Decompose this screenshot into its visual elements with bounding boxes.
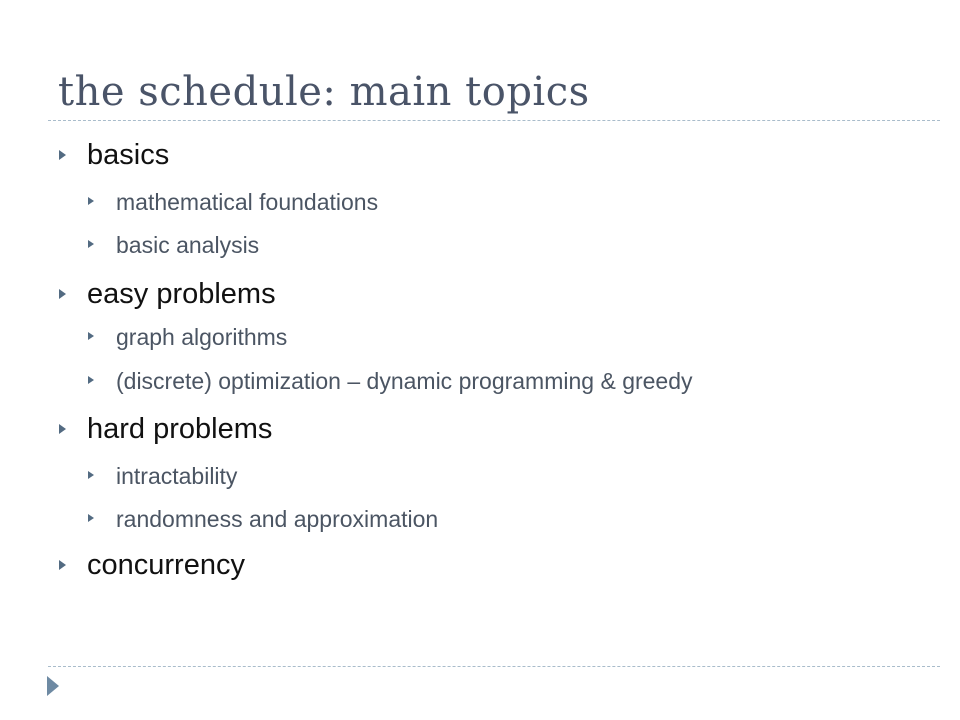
topic-label: concurrency: [87, 549, 245, 581]
subtopic-item: [116, 461, 237, 491]
bullet-triangle-icon: [88, 197, 94, 205]
subtopic-label: randomness and approximation: [116, 506, 439, 532]
footer-divider: [48, 666, 940, 667]
subtopic-label: basic analysis: [116, 232, 260, 258]
slide-title: the schedule: main topics: [58, 69, 590, 115]
subtopic-item: [116, 322, 287, 352]
bullet-triangle-icon: [59, 560, 66, 570]
topic-label: basics: [87, 139, 170, 171]
subtopic-item: [116, 230, 259, 260]
bullet-triangle-icon: [88, 240, 94, 248]
bullet-triangle-icon: [59, 424, 66, 434]
subtopic-item: [116, 187, 378, 217]
bullet-triangle-icon: [88, 332, 94, 340]
topic-label: easy problems: [87, 278, 276, 310]
bullet-triangle-icon: [88, 514, 94, 522]
topic-item-concurrency: [87, 547, 245, 583]
bullet-triangle-icon: [88, 376, 94, 384]
topic-label: hard problems: [87, 413, 273, 445]
subtopic-item: [116, 366, 693, 396]
bullet-triangle-icon: [59, 289, 66, 299]
subtopic-label: (discrete) optimization – dynamic programming & greedy: [116, 368, 693, 394]
subtopic-label: intractability: [116, 463, 238, 489]
bullet-triangle-icon: [88, 471, 94, 479]
topic-item-hard-problems: [87, 411, 272, 447]
subtopic-label: graph algorithms: [116, 324, 288, 350]
subtopic-label: mathematical foundations: [116, 189, 379, 215]
topic-item-easy-problems: [87, 276, 276, 312]
footer-triangle-icon: [47, 676, 59, 696]
subtopic-item: [116, 504, 438, 534]
topic-item-basics: [87, 137, 169, 173]
title-divider: [48, 120, 940, 121]
bullet-triangle-icon: [59, 150, 66, 160]
